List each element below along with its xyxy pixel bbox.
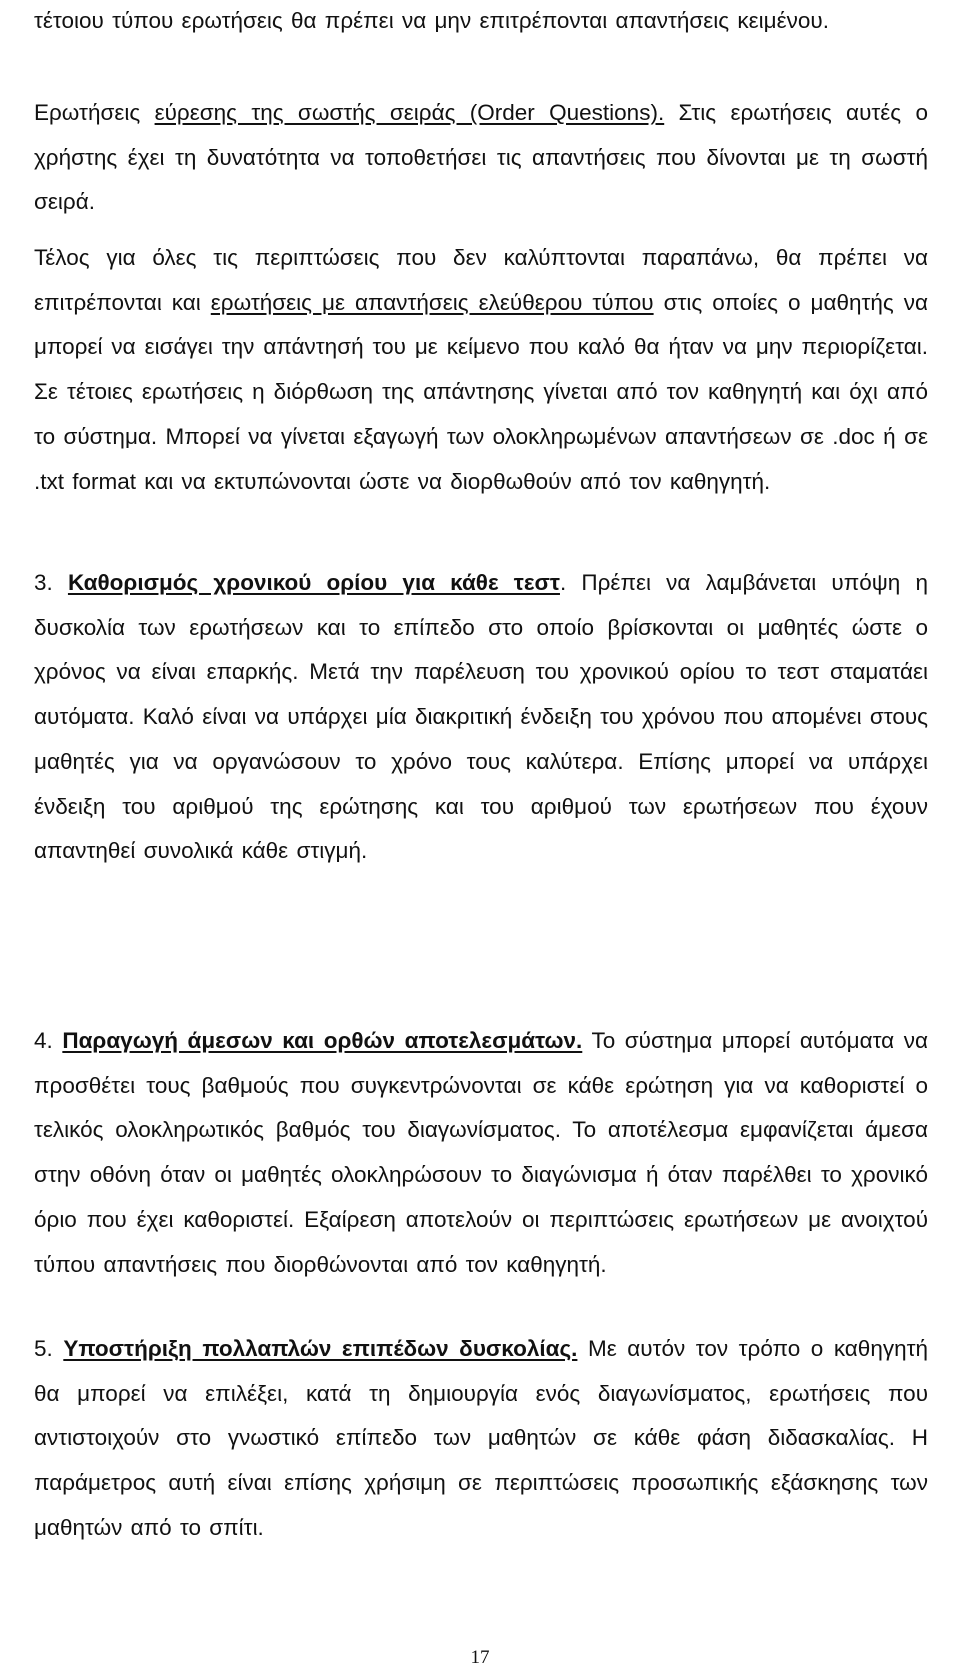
page-number: 17: [470, 1647, 490, 1668]
paragraph-text: τέτοιου τύπου ερωτήσεις θα πρέπει να μην επιτρέπονται απαντήσεις κειμένου.: [34, 8, 829, 33]
paragraph-rest: στις οποίες ο μαθητής να μπορεί να εισάγει την απάντησή του με κείμενο που καλό θα ήταν να μην περιορίζεται. Σε τέτοιες ερωτήσεις η διόρθωση της απάντησης γίνεται από τον καθηγητή και όχι από το σύστημα. Μπορεί να γίνεται εξαγωγή των ολοκληρωμένων απαντήσεων σε .doc ή σε .txt format και να εκτυπώνονται ώστε να διορθωθούν από τον καθηγητή.: [34, 289, 928, 494]
section-3-time-limit: [34, 561, 928, 874]
section-body: Με αυτόν τον τρόπο ο καθηγητή θα μπορεί να επιλέξει, κατά τη δημιουργία ενός διαγωνίσματος, ερωτήσεις που αντιστοιχούν στο γνωστικό επίπεδο των μαθητών σε κάθε φάση διδασκαλίας. Η παράμετρος αυτή είναι επίσης χρήσιμη σε περιπτώσεις προσωπικής εξάσκησης των μαθητών από το σπίτι.: [34, 1336, 928, 1540]
section-heading-time-limit: Καθορισμός χρονικού ορίου για κάθε τεστ: [67, 570, 560, 595]
paragraph-lead: Τέλος για όλες τις περιπτώσεις που δεν καλύπτονται παραπάνω, θα πρέπει να επιτρέπονται και: [34, 245, 928, 315]
paragraph-lead: Ερωτήσεις: [34, 100, 155, 125]
section-number: 3.: [34, 570, 68, 595]
paragraph-free-text-questions: [34, 236, 928, 504]
section-body: Το σύστημα μπορεί αυτόματα να προσθέτει τους βαθμούς που συγκεντρώνονται σε κάθε ερώτηση για να καθοριστεί ο τελικός ολοκληρωτικός βαθμός του διαγωνίσματος. Το αποτέλεσμα εμφανίζεται άμεσα στην οθόνη όταν οι μαθητές ολοκληρώσουν το διαγώνισμα ή όταν παρέλθει το χρονικό όριο που έχει καθοριστεί. Εξαίρεση αποτελούν οι περιπτώσεις ερωτήσεων με ανοιχτού τύπου απαντήσεις που διορθώνονται από τον καθηγητή.: [34, 1028, 928, 1277]
underlined-term-order-questions: εύρεσης της σωστής σειράς (Order Questions).: [154, 100, 665, 125]
section-body: . Πρέπει να λαμβάνεται υπόψη η δυσκολία των ερωτήσεων και το επίπεδο στο οποίο βρίσκονται οι μαθητές ώστε ο χρόνος να είναι επαρκής. Μετά την παρέλευση του χρονικού ορίου το τεστ σταματάει αυτόματα. Καλό είναι να υπάρχει μία διακριτική ένδειξη του χρόνου που απομένει στους μαθητές για να οργανώσουν το χρόνο τους καλύτερα. Επίσης μπορεί να υπάρχει ένδειξη του αριθμού της ερώτησης και του αριθμού των ερωτήσεων που έχουν απαντηθεί συνολικά κάθε στιγμή.: [34, 570, 928, 864]
underlined-term-free-text-questions: ερωτήσεις με απαντήσεις ελεύθερου τύπου: [210, 289, 654, 315]
paragraph-text-answers-note: [34, 0, 928, 44]
section-heading-results: Παραγωγή άμεσων και ορθών αποτελεσμάτων.: [62, 1028, 583, 1053]
section-5-difficulty-levels: [34, 1327, 928, 1551]
section-number: 5.: [34, 1336, 64, 1361]
paragraph-order-questions: [34, 91, 928, 225]
paragraph-rest: Στις ερωτήσεις αυτές ο χρήστης έχει τη δυνατότητα να τοποθετήσει τις απαντήσεις που δίνονται με τη σωστή σειρά.: [34, 100, 928, 215]
section-heading-difficulty: Υποστήριξη πολλαπλών επιπέδων δυσκολίας.: [63, 1336, 578, 1361]
section-number: 4.: [34, 1028, 63, 1053]
section-4-results: [34, 1019, 928, 1287]
